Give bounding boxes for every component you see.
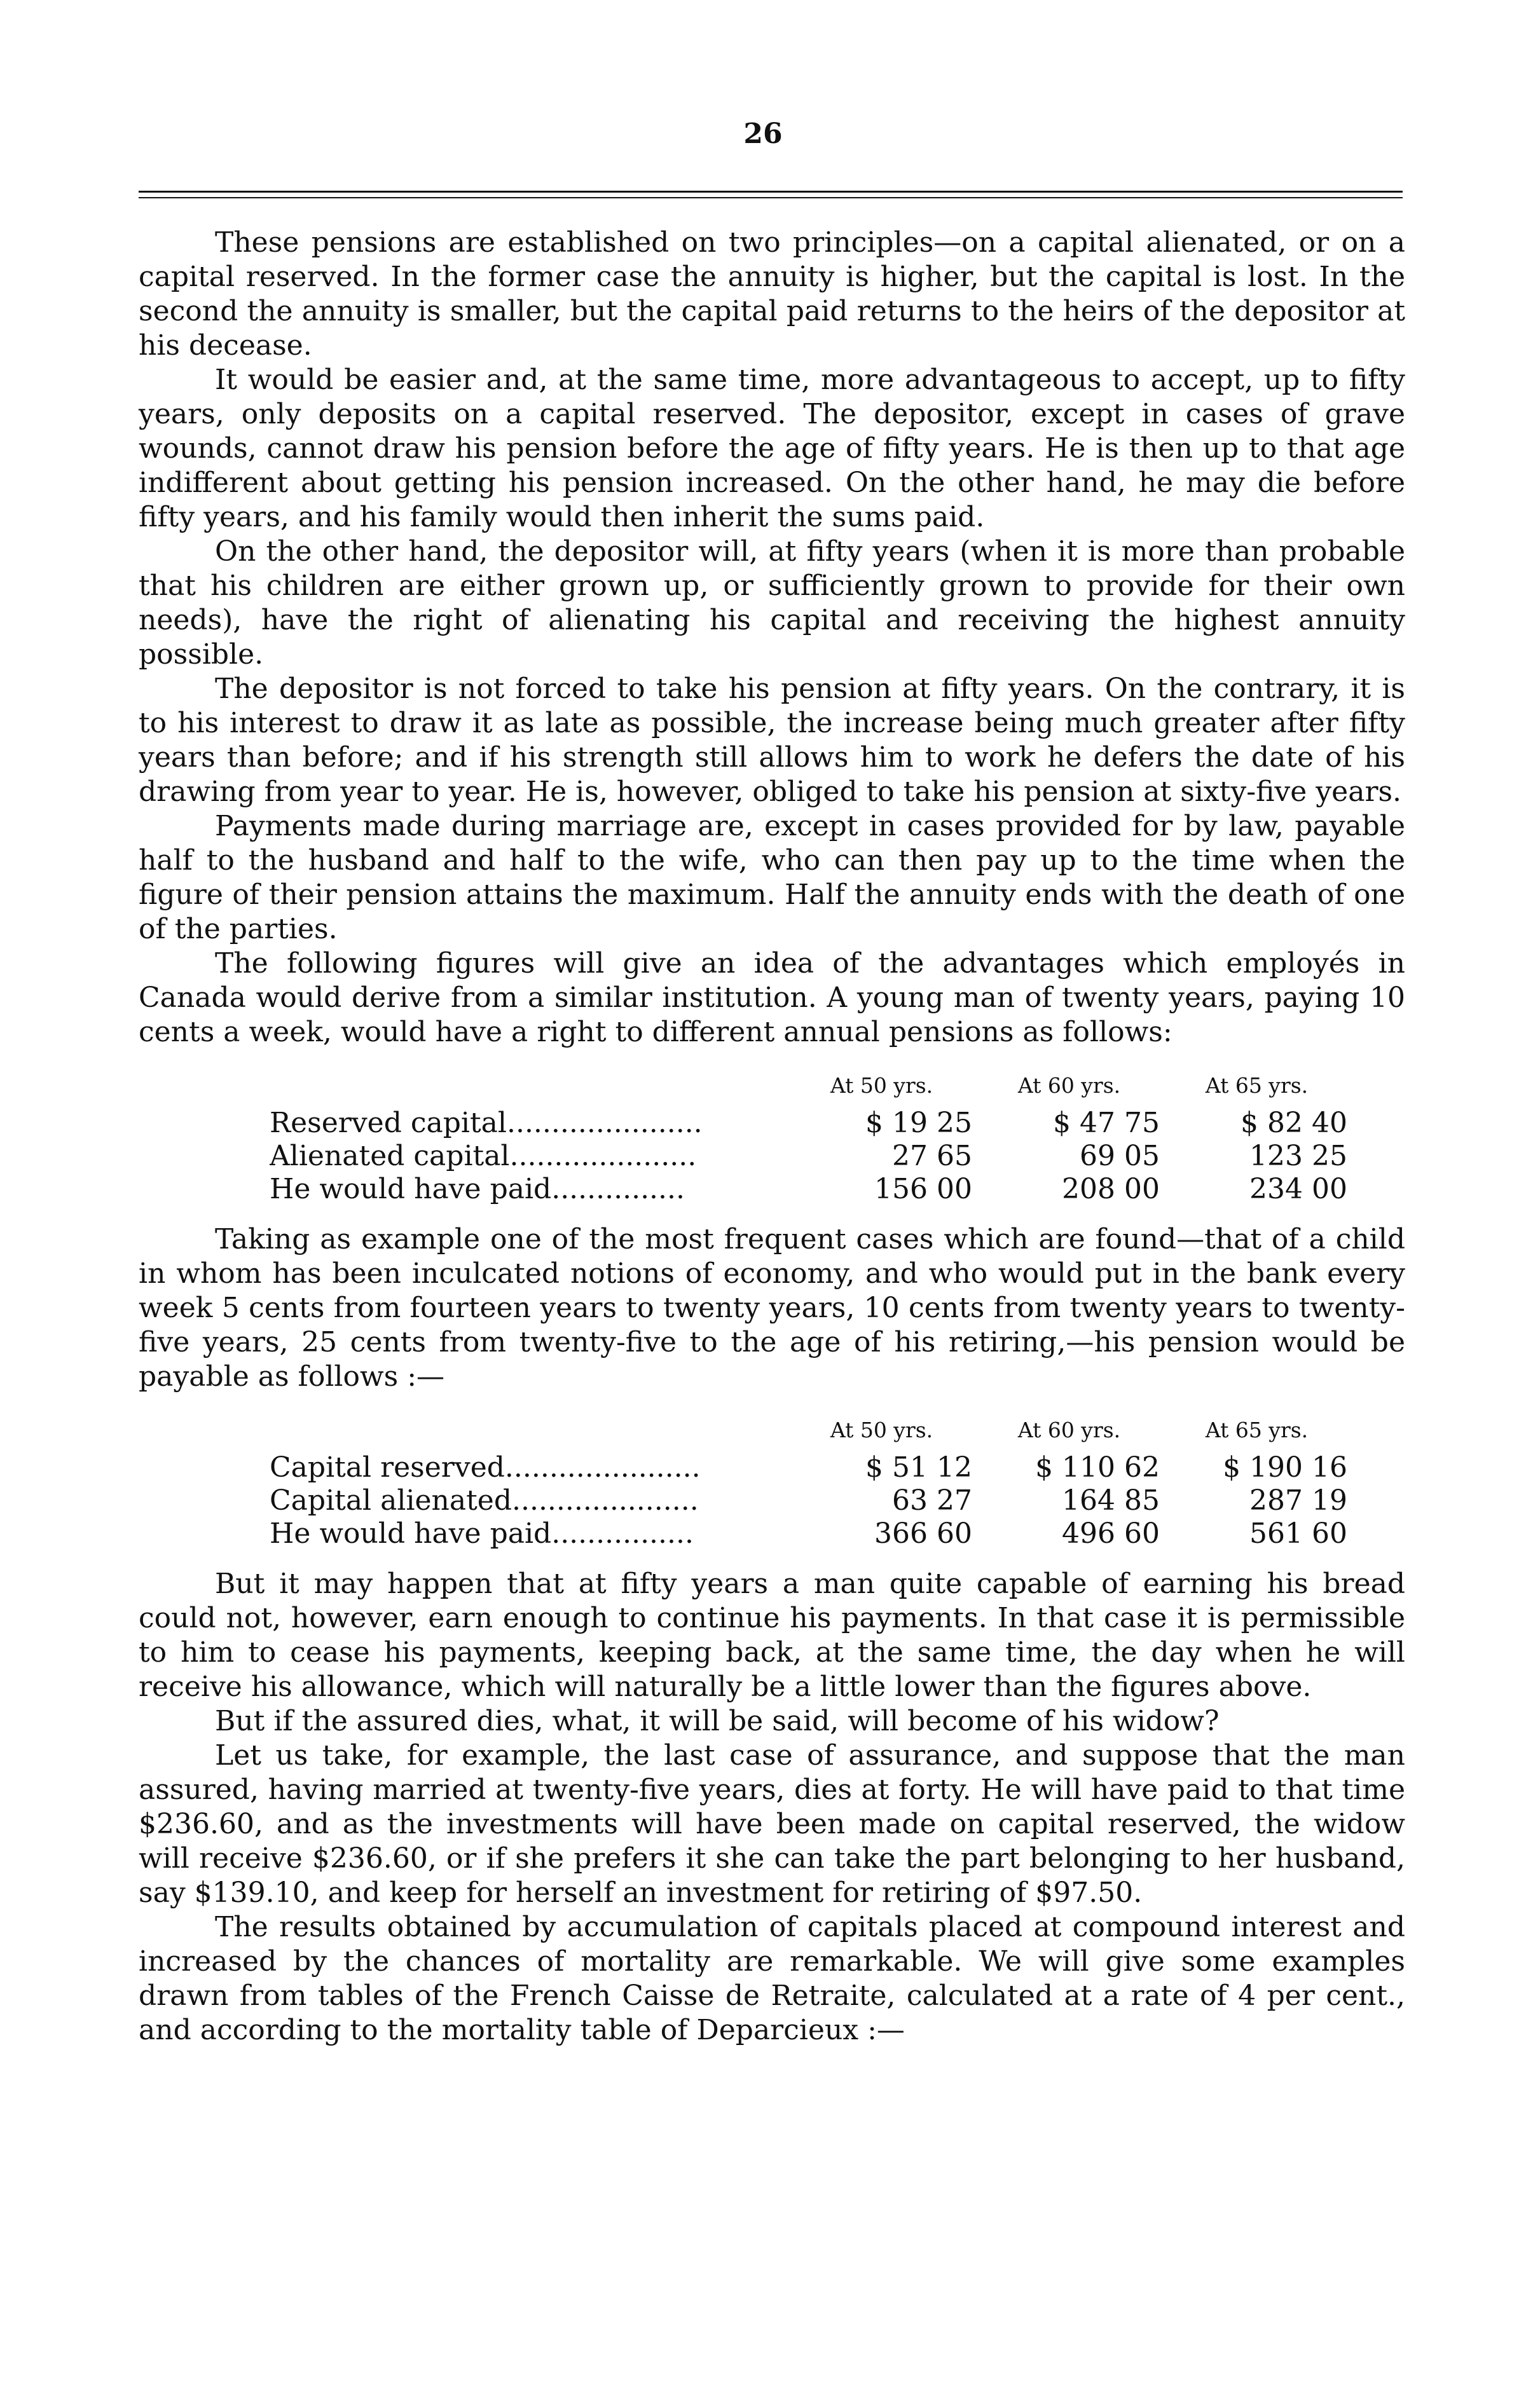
header-rule-top [139, 191, 1403, 193]
table-header-spacer [270, 1069, 791, 1107]
row-label: He would have paid................ [270, 1517, 694, 1550]
table-header: At 65 yrs. [1205, 1073, 1309, 1098]
paragraph: Taking as example one of the most frequent cases which are found—that of a child in whom has been inculcated notions of economy, and who would put in the bank every week 5 cents from fourteen years to twenty years, 10 cents from twenty years to twenty-five years, 25 cents from twenty-five to the age of his retiring,—his pension would be payable as follows :— [139, 1223, 1405, 1393]
header-rule [139, 191, 1403, 202]
table-cell: 69 05 [1080, 1140, 1160, 1172]
table-row [270, 1451, 1354, 1484]
paragraph: Payments made during marriage are, except in cases provided for by law, payable half to the husband and half to the wife, who can then pay up to the time when the figure of their pension attains the maximum. Half the annuity ends with the death of one of the parties. [139, 810, 1405, 945]
table-cell: 496 60 [1062, 1517, 1160, 1550]
paragraph: The results obtained by accumulation of capitals placed at compound interest and increased by the chances of mortality are remarkable. We will give some examples drawn from tables of the French Caisse de Retraite, calculated at a rate of 4 per cent., and according to the mortality table of Deparcieux :— [139, 1911, 1405, 2046]
paragraph: But if the assured dies, what, it will be said, will become of his widow? [215, 1705, 1220, 1737]
paragraph: It would be easier and, at the same time, more advantageous to accept, up to fifty years, only deposits on a capital reserved. The depositor, except in cases of grave wounds, cannot draw his pension before the age of fifty years. He is then up to that age indifferent about getting his pension increased. On the other hand, he may die before fifty years, and his family would then inherit the sums paid. [139, 364, 1405, 533]
pension-table-progressive [139, 1413, 1405, 1550]
table-header: At 60 yrs. [1017, 1418, 1121, 1442]
table-cell: $ 190 16 [1223, 1451, 1347, 1484]
row-label: Capital reserved...................... [270, 1451, 701, 1484]
table-header-row [270, 1413, 1354, 1451]
paragraph: The following figures will give an idea of the advantages which employés in Canada would derive from a similar institution. A young man of twenty years, paying 10 cents a week, would have a right to different annual pensions as follows: [139, 947, 1405, 1048]
table-cell: 561 60 [1249, 1517, 1347, 1550]
table-row [270, 1484, 1354, 1517]
row-label: Reserved capital...................... [270, 1107, 703, 1139]
table-cell: 156 00 [874, 1173, 972, 1205]
table-cell: 164 85 [1062, 1484, 1160, 1517]
table-header: At 50 yrs. [830, 1073, 933, 1098]
table-cell: $ 110 62 [1035, 1451, 1160, 1484]
table-cell: $ 47 75 [1053, 1107, 1160, 1139]
table-cell: 123 25 [1249, 1140, 1347, 1172]
table-cell: 63 27 [892, 1484, 972, 1517]
table-cell: $ 51 12 [865, 1451, 972, 1484]
table-cell: $ 82 40 [1241, 1107, 1347, 1139]
table-cell: 208 00 [1062, 1173, 1160, 1205]
paragraph: Let us take, for example, the last case of assurance, and suppose that the man assured, having married at twenty-five years, dies at forty. He will have paid to that time $236.60, and as the investments will have been made on capital reserved, the widow will receive $236.60, or if she prefers it she can take the part belonging to her husband, say $139.10, and keep for herself an investment for retiring of $97.50. [139, 1739, 1405, 1909]
table-cell: 287 19 [1249, 1484, 1347, 1517]
table-header-row [270, 1069, 1354, 1107]
table-row [270, 1140, 1354, 1173]
table-header: At 60 yrs. [1017, 1073, 1121, 1098]
table-cell: $ 19 25 [865, 1107, 972, 1139]
page-body [139, 226, 1405, 2048]
row-label: Capital alienated..................... [270, 1484, 699, 1517]
table-header: At 50 yrs. [830, 1418, 933, 1442]
table-cell: 234 00 [1249, 1173, 1347, 1205]
table-row [270, 1107, 1354, 1140]
table-header: At 65 yrs. [1205, 1418, 1309, 1442]
paragraph: But it may happen that at fifty years a man quite capable of earning his bread could not, however, earn enough to continue his payments. In that case it is permissible to him to cease his payments, keeping back, at the same time, the day when he will receive his allowance, which will naturally be a little lower than the figures above. [139, 1568, 1405, 1703]
header-rule-bottom [139, 197, 1403, 198]
table-cell: 366 60 [874, 1517, 972, 1550]
table-cell: 27 65 [892, 1140, 972, 1172]
row-label: Alienated capital..................... [270, 1140, 697, 1172]
pension-table-10-cents [139, 1069, 1405, 1206]
table-row [270, 1517, 1354, 1550]
page-number: 26 [743, 118, 783, 150]
paragraph: These pensions are established on two principles—on a capital alienated, or on a capital reserved. In the former case the annuity is higher, but the capital is lost. In the second the annuity is smaller, but the capital paid returns to the heirs of the depositor at his decease. [139, 226, 1405, 362]
paragraph: The depositor is not forced to take his pension at fifty years. On the contrary, it is to his interest to draw it as late as possible, the increase being much greater after fifty years than before; and if his strength still allows him to work he defers the date of his drawing from year to year. He is, however, obliged to take his pension at sixty-five years. [139, 673, 1405, 808]
paragraph: On the other hand, the depositor will, at fifty years (when it is more than probable that his children are either grown up, or sufficiently grown to provide for their own needs), have the right of alienating his capital and receiving the highest annuity possible. [139, 535, 1405, 671]
table-header-spacer [270, 1413, 791, 1451]
table-row [270, 1173, 1354, 1206]
row-label: He would have paid............... [270, 1173, 685, 1205]
